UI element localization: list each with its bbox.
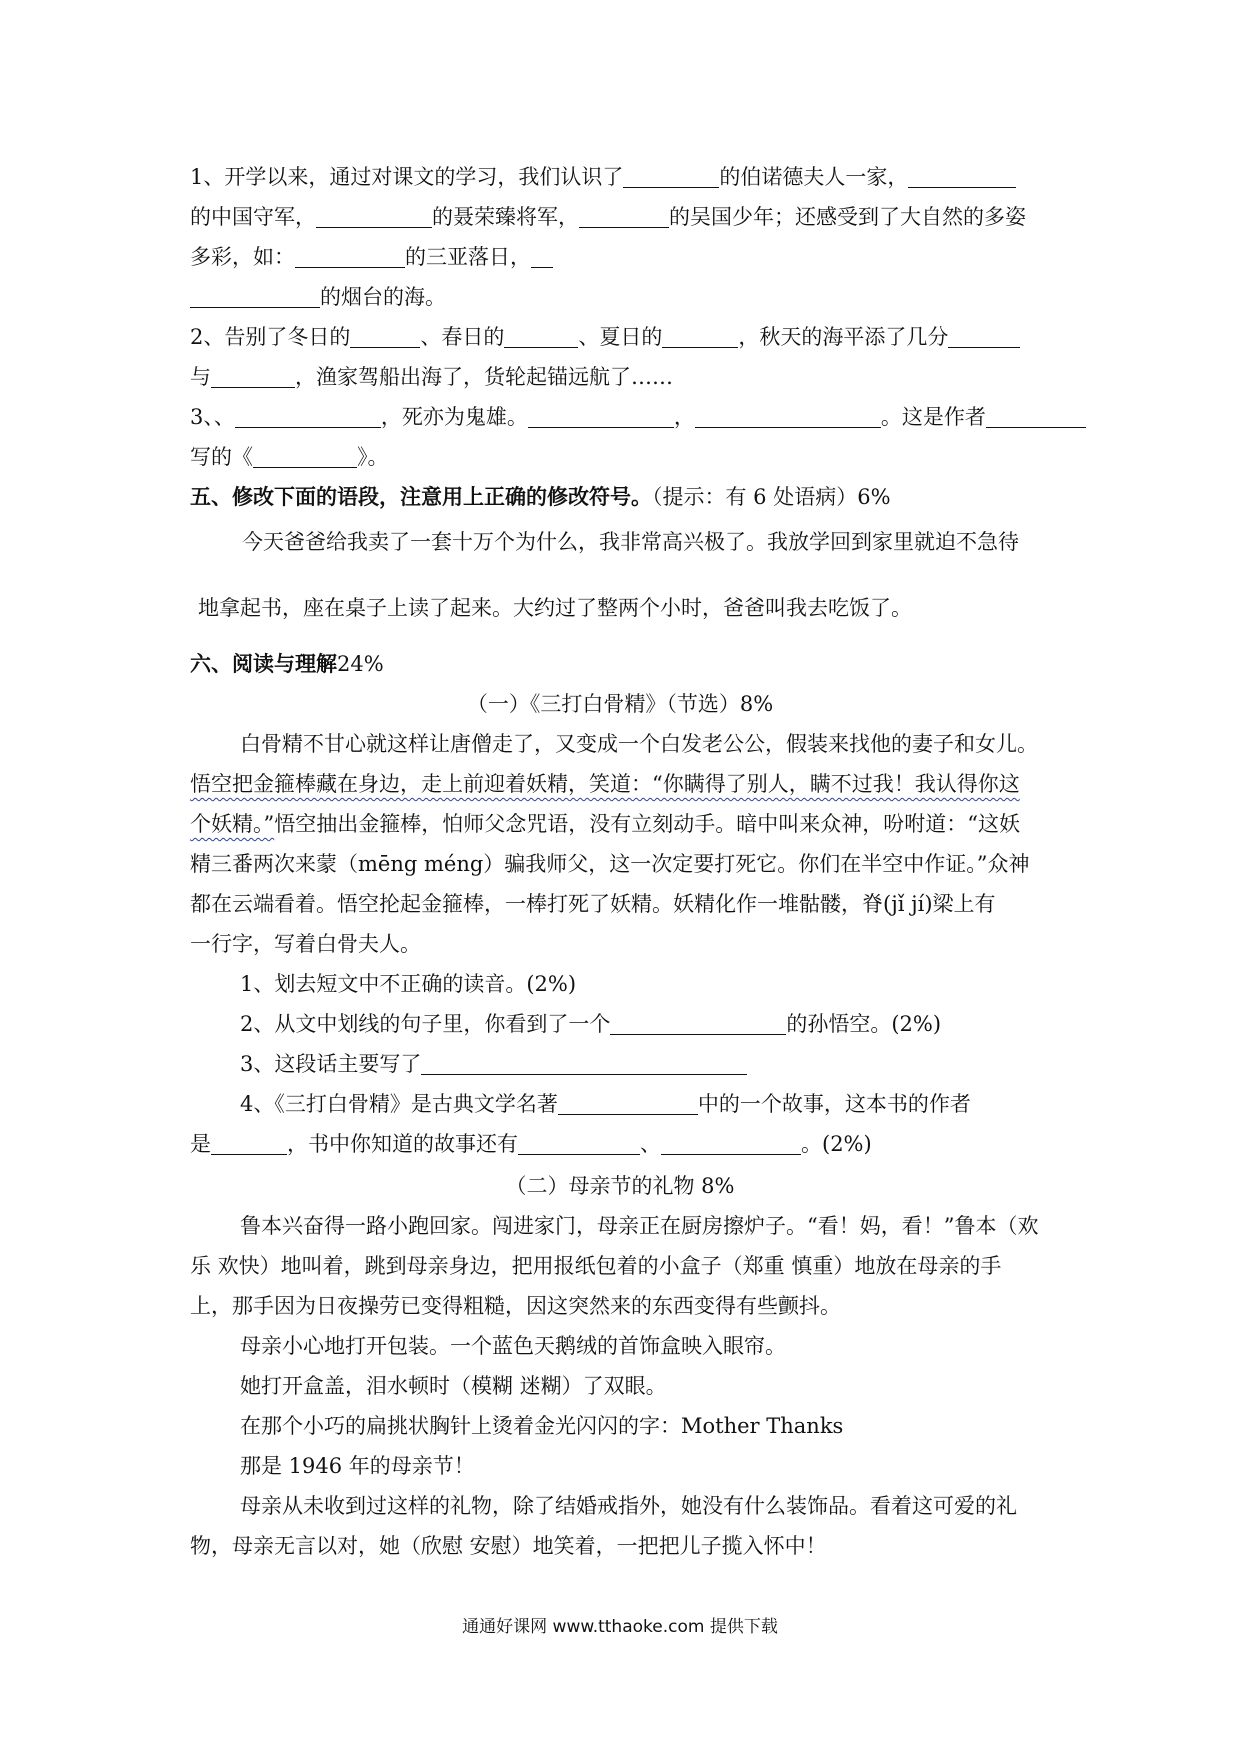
passage-1-question-3: 3、这段话主要写了 bbox=[240, 1050, 747, 1078]
passage-1-line bbox=[190, 770, 1020, 798]
passage-1-question-4-cont: 是 ，书中你知道的故事还有 、 。(2%) bbox=[190, 1132, 872, 1156]
blank[interactable] bbox=[421, 1052, 747, 1075]
passage-2-line: 乐 欢快）地叫着，跳到母亲身边，把用报纸包着的小盒子（郑重 慎重）地放在母亲的手 bbox=[190, 1254, 1002, 1278]
blank[interactable] bbox=[531, 245, 553, 268]
blank[interactable] bbox=[350, 325, 420, 348]
blank[interactable] bbox=[662, 325, 738, 348]
blank[interactable] bbox=[579, 205, 669, 228]
passage-1-title: （一）《三打白骨精》（节选）8% bbox=[466, 692, 774, 716]
blank[interactable] bbox=[661, 1132, 801, 1155]
blank[interactable] bbox=[211, 365, 295, 388]
passage-2-title: （二）母亲节的礼物 8% bbox=[505, 1174, 735, 1198]
blank[interactable] bbox=[253, 445, 357, 468]
passage-2-line: 在那个小巧的扁挑状胸针上烫着金光闪闪的字：Mother Thanks bbox=[240, 1414, 844, 1438]
q4-item2-line1: 2、告别了冬日的 、春日的 、夏日的 ，秋天的海平添了几分 bbox=[190, 323, 1020, 351]
passage-1-line: 都在云端看着。悟空抡起金箍棒，一棒打死了妖精。妖精化作一堆骷髅，脊(jǐ jí)梁上有 bbox=[190, 892, 996, 916]
passage-1-question-4: 4、《三打白骨精》是古典文学名著 中的一个故事，这本书的作者 bbox=[240, 1092, 971, 1116]
q5-paragraph-line1: 今天爸爸给我卖了一套十万个为什么，我非常高兴极了。我放学回到家里就迫不急待 bbox=[242, 530, 1019, 554]
q5-paragraph-line2: 地拿起书，座在桌子上读了起来。大约过了整两个小时，爸爸叫我去吃饭了。 bbox=[198, 596, 912, 620]
blank[interactable] bbox=[695, 405, 881, 428]
blank[interactable] bbox=[316, 205, 432, 228]
blank[interactable] bbox=[295, 245, 405, 268]
q4-item3-line1: 3、、 ，死亦为鬼雄。 ， 。这是作者 bbox=[190, 403, 1086, 431]
passage-1-line: 个妖精。”悟空抽出金箍棒，怕师父念咒语，没有立刻动手。暗中叫来众神，吩咐道：“这妖 bbox=[190, 812, 1020, 836]
q4-item3-line2: 写的《 》。 bbox=[190, 445, 389, 469]
blank[interactable] bbox=[623, 165, 719, 188]
blank[interactable] bbox=[518, 1132, 640, 1155]
q4-item1-line2: 的中国守军， 的聂荣臻将军， 的吴国少年；还感受到了大自然的多姿 bbox=[190, 205, 1026, 229]
underlined-sentence: 个妖精。” bbox=[190, 812, 275, 836]
passage-1-question-2: 2、从文中划线的句子里，你看到了一个 的孙悟空。(2%) bbox=[240, 1012, 942, 1036]
blank[interactable] bbox=[610, 1012, 786, 1035]
passage-2-line: 物，母亲无言以对，她（欣慰 安慰）地笑着，一把把儿子揽入怀中！ bbox=[190, 1534, 827, 1558]
blank[interactable] bbox=[528, 405, 674, 428]
blank[interactable] bbox=[908, 165, 1016, 188]
underlined-sentence: 悟空把金箍棒藏在身边，走上前迎着妖精，笑道：“你瞒得了别人，瞒不过我！我认得你这 bbox=[190, 772, 1020, 796]
footer-download-note: 通通好课网 www.tthaoke.com 提供下载 bbox=[462, 1617, 778, 1637]
passage-1-line: 白骨精不甘心就这样让唐僧走了，又变成一个白发老公公，假装来找他的妻子和女儿。 bbox=[240, 732, 1038, 756]
blank[interactable] bbox=[986, 405, 1086, 428]
passage-1-question-1: 1、划去短文中不正确的读音。(2%) bbox=[240, 972, 577, 996]
blank[interactable] bbox=[948, 325, 1020, 348]
blank[interactable] bbox=[211, 1132, 287, 1155]
q4-item1-line1: 1、开学以来，通过对课文的学习，我们认识了 的伯诺德夫人一家， bbox=[190, 163, 1016, 191]
section-5-heading: 五、修改下面的语段，注意用上正确的修改符号。（提示：有 6 处语病）6% bbox=[190, 484, 891, 509]
passage-2-line: 那是 1946 年的母亲节！ bbox=[240, 1454, 475, 1478]
passage-2-line: 母亲从未收到过这样的礼物，除了结婚戒指外，她没有什么装饰品。看着这可爱的礼 bbox=[240, 1494, 1017, 1518]
blank[interactable] bbox=[235, 405, 381, 428]
section-6-heading: 六、阅读与理解24% bbox=[190, 651, 384, 676]
blank[interactable] bbox=[190, 285, 320, 308]
passage-2-line: 鲁本兴奋得一路小跑回家。闯进家门，母亲正在厨房擦炉子。“看！妈，看！”鲁本（欢 bbox=[240, 1214, 1039, 1238]
q4-item2-line2: 与 ，渔家驾船出海了，货轮起锚远航了…… bbox=[190, 365, 673, 389]
q4-item1-line3: 多彩，如： 的三亚落日， bbox=[190, 243, 553, 271]
blank[interactable] bbox=[504, 325, 578, 348]
passage-2-line: 母亲小心地打开包装。一个蓝色天鹅绒的首饰盒映入眼帘。 bbox=[240, 1334, 786, 1358]
passage-2-line: 上，那手因为日夜操劳已变得粗糙，因这突然来的东西变得有些颤抖。 bbox=[190, 1294, 841, 1318]
passage-2-line: 她打开盒盖，泪水顿时（模糊 迷糊）了双眼。 bbox=[240, 1374, 667, 1398]
passage-1-line: 一行字，写着白骨夫人。 bbox=[190, 932, 421, 956]
blank[interactable] bbox=[558, 1092, 698, 1115]
passage-1-line: 精三番两次来蒙（mēng méng）骗我师父，这一次定要打死它。你们在半空中作证。”众神 bbox=[190, 852, 1030, 876]
q4-item1-line4: 的烟台的海。 bbox=[190, 283, 446, 311]
